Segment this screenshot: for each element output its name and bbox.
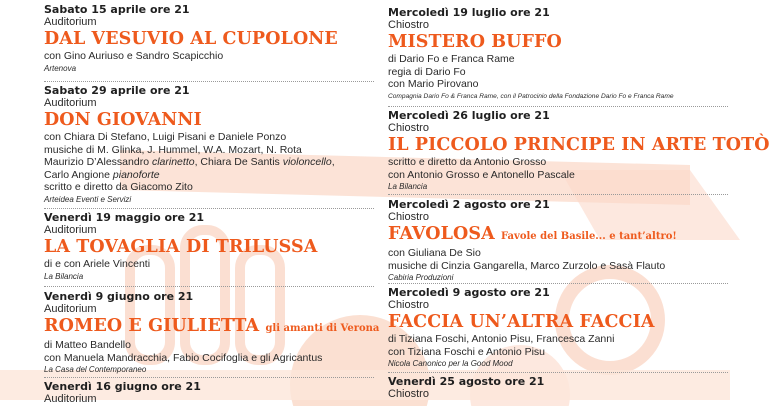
event-credits: con Mario Pirovano	[388, 78, 479, 90]
event-title: MISTERO BUFFO	[388, 32, 562, 52]
event-piccolo-principe	[388, 109, 770, 192]
event-venue: Auditorium	[44, 393, 97, 405]
event-title: IL PICCOLO PRINCIPE IN ARTE TOTÒ	[388, 135, 770, 155]
event-performers-2: Carlo Angione pianoforte	[44, 168, 160, 181]
event-venue: Auditorium	[44, 16, 97, 28]
event-romeo-giulietta	[44, 290, 380, 375]
event-credits: con Tiziana Foschi e Antonio Pisu	[388, 345, 546, 358]
event-credits: con Giuliana De Sio	[388, 247, 481, 259]
event-divider	[388, 283, 728, 284]
event-author: di Matteo Bandello	[44, 339, 131, 351]
event-author: di Dario Fo e Franca Rame	[388, 53, 515, 65]
event-divider	[44, 208, 374, 209]
event-subtitle: gli amanti di Verona	[265, 323, 380, 334]
event-mistero-buffo	[388, 6, 728, 102]
event-divider	[44, 377, 374, 378]
event-25-agosto	[388, 375, 728, 401]
event-production: Cabiria Produzioni	[388, 273, 454, 282]
event-venue: Chiostro	[388, 299, 429, 311]
event-date: Mercoledì 9 agosto ore 21	[388, 286, 550, 299]
event-venue: Chiostro	[388, 19, 429, 31]
event-subtitle: Favole del Basile... e tant’altro!	[501, 231, 677, 242]
event-title: DON GIOVANNI	[44, 110, 202, 130]
event-credits: con Gino Auriuso e Sandro Scapicchio	[44, 50, 224, 62]
event-performers: Maurizio D’Alessandro clarinetto, Chiara De Santis violoncello,	[44, 156, 335, 168]
event-director: regia di Dario Fo	[388, 65, 466, 78]
event-title: DAL VESUVIO AL CUPOLONE	[44, 29, 338, 49]
event-date: Venerdì 19 maggio ore 21	[44, 211, 205, 224]
event-production: La Casa del Contemporaneo	[44, 365, 147, 374]
event-date: Sabato 15 aprile ore 21	[44, 3, 190, 16]
event-production: La Bilancia	[388, 182, 428, 191]
event-date: Mercoledì 26 luglio ore 21	[388, 109, 550, 122]
event-venue: Auditorium	[44, 97, 97, 109]
event-title: LA TOVAGLIA DI TRILUSSA	[44, 237, 318, 257]
event-production: Compagnia Dario Fo & Franca Rame, con il Patrocinio della Fondazione Dario Fo e Franca Rame	[388, 92, 674, 100]
event-date: Mercoledì 19 luglio ore 21	[388, 6, 550, 19]
event-director: scritto e diretto da Antonio Grosso	[388, 156, 547, 168]
event-music: musiche di Cinzia Gangarella, Marco Zurzolo e Sasà Flauto	[388, 259, 666, 272]
event-title: ROMEO E GIULIETTA gli amanti di Verona	[44, 316, 380, 336]
event-divider	[388, 372, 728, 373]
event-divider	[44, 81, 374, 82]
event-venue: Chiostro	[388, 122, 429, 134]
event-credits: di e con Ariele Vincenti	[44, 258, 151, 270]
event-credits: con Chiara Di Stefano, Luigi Pisani e Daniele Ponzo	[44, 131, 287, 143]
event-venue: Chiostro	[388, 211, 429, 223]
event-credits: con Manuela Mandracchia, Fabio Cocifoglia e gli Agricantus	[44, 351, 323, 364]
event-divider	[44, 286, 374, 287]
event-production: Artenova	[44, 63, 77, 73]
event-date: Venerdì 16 giugno ore 21	[44, 380, 201, 393]
event-credits: con Antonio Grosso e Antonello Pascale	[388, 168, 575, 181]
event-venue: Chiostro	[388, 388, 429, 400]
event-production: Arteidea Eventi e Servizi	[44, 194, 132, 204]
event-don-giovanni	[44, 84, 374, 205]
event-music: musiche di M. Glinka, J. Hummel, W.A. Mozart, N. Rota	[44, 143, 302, 156]
event-production: Nicola Canonico per la Good Mood	[388, 359, 513, 368]
event-venue: Auditorium	[44, 224, 97, 236]
event-date: Venerdì 9 giugno ore 21	[44, 290, 194, 303]
event-director: scritto e diretto da Giacomo Zito	[44, 181, 193, 193]
event-tovaglia	[44, 211, 374, 282]
event-favolosa	[388, 198, 728, 283]
event-venue: Auditorium	[44, 303, 97, 315]
event-author: di Tiziana Foschi, Antonio Pisu, Francesca Zanni	[388, 333, 615, 345]
event-date: Mercoledì 2 agosto ore 21	[388, 198, 550, 211]
event-title: FACCIA UN’ALTRA FACCIA	[388, 312, 655, 332]
event-divider	[388, 194, 728, 195]
event-faccia-altra-faccia	[388, 286, 728, 369]
event-divider	[388, 106, 728, 107]
event-date: Venerdì 25 agosto ore 21	[388, 375, 545, 388]
event-dal-vesuvio	[44, 3, 374, 74]
event-date: Sabato 29 aprile ore 21	[44, 84, 190, 97]
event-title: FAVOLOSA Favole del Basile... e tant’altro!	[388, 224, 677, 244]
event-production: La Bilancia	[44, 271, 84, 281]
event-16-giugno	[44, 380, 374, 406]
